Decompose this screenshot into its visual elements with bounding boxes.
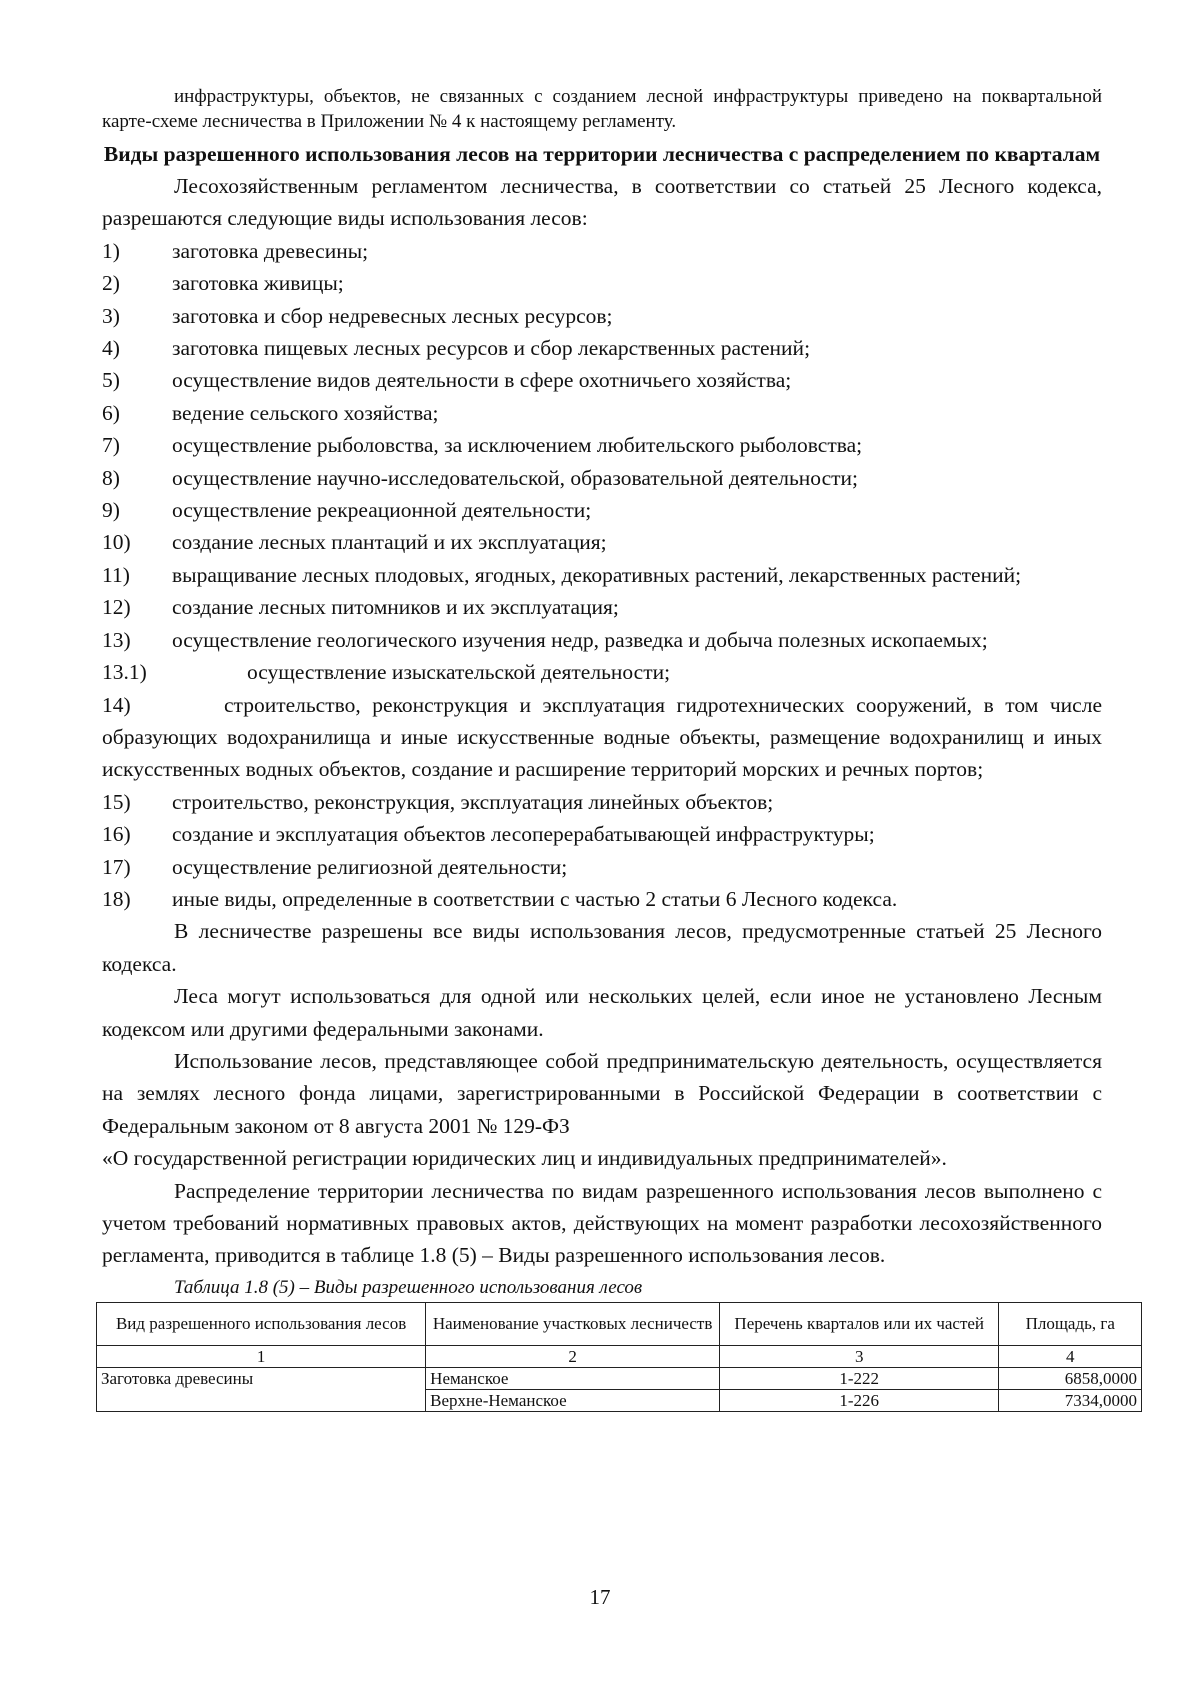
paragraph-purposes: Леса могут использоваться для одной или нескольких целей, если иное не установлено Лесным кодексом или другими федеральными законами. bbox=[102, 984, 1102, 1041]
list-item-text: заготовка древесины; bbox=[172, 238, 369, 263]
list-item-number: 8) bbox=[102, 465, 120, 490]
list-item bbox=[102, 494, 1102, 526]
list-item-text: осуществление научно-исследовательской, образовательной деятельности; bbox=[172, 465, 858, 490]
list-item-number: 6) bbox=[102, 400, 120, 425]
list-item-text: заготовка и сбор недревесных лесных ресурсов; bbox=[172, 303, 613, 328]
table-header-cell: Перечень кварталов или их частей bbox=[720, 1302, 999, 1345]
list-item-number: 1) bbox=[102, 238, 120, 263]
list-item bbox=[102, 462, 1102, 494]
list-item bbox=[102, 786, 1102, 818]
table-cell-forestry: Неманское bbox=[426, 1367, 720, 1389]
list-item bbox=[102, 300, 1102, 332]
list-item bbox=[102, 267, 1102, 299]
table-cell-area: 6858,0000 bbox=[999, 1367, 1142, 1389]
list-item-text: осуществление геологического изучения недр, разведка и добыча полезных ископаемых; bbox=[172, 627, 988, 652]
table-index-cell: 2 bbox=[426, 1345, 720, 1367]
list-item-text: осуществление изыскательской деятельности; bbox=[247, 660, 671, 685]
table-index-row bbox=[97, 1345, 1142, 1367]
list-item-number: 15) bbox=[102, 789, 131, 814]
page-number: 17 bbox=[589, 1585, 611, 1609]
paragraph-law-title: «О государственной регистрации юридических лиц и индивидуальных предпринимателей». bbox=[102, 1146, 947, 1171]
list-item-number: 7) bbox=[102, 433, 120, 458]
table-header-cell: Наименование участковых лесничеств bbox=[426, 1302, 720, 1345]
list-item-number: 11) bbox=[102, 562, 130, 587]
list-item-number: 16) bbox=[102, 822, 131, 847]
table-header-cell: Площадь, га bbox=[999, 1302, 1142, 1345]
list-item-number: 9) bbox=[102, 498, 120, 523]
list-item bbox=[102, 364, 1102, 396]
table-cell-forestry: Верхне-Неманское bbox=[426, 1389, 720, 1411]
list-item bbox=[102, 851, 1102, 883]
paragraph-entrepreneurship: Использование лесов, представляющее собой предпринимательскую деятельность, осуществляется на землях лесного фонда лицами, зарегистрированными в Российской Федерации в соответствии с Федеральным законом от 8 августа 2001 № 129-ФЗ bbox=[102, 1048, 1102, 1138]
list-item bbox=[102, 883, 1102, 915]
list-item bbox=[102, 559, 1102, 591]
allowed-uses-list bbox=[102, 235, 1102, 916]
table-cell-quarters: 1-222 bbox=[720, 1367, 999, 1389]
table-index-cell: 1 bbox=[97, 1345, 426, 1367]
table-header-cell: Вид разрешенного использования лесов bbox=[97, 1302, 426, 1345]
list-item bbox=[102, 656, 1102, 688]
list-item-text: осуществление видов деятельности в сфере охотничьего хозяйства; bbox=[172, 368, 792, 393]
list-item bbox=[102, 235, 1102, 267]
table-row bbox=[97, 1367, 1142, 1389]
paragraph-distribution: Распределение территории лесничества по видам разрешенного использования лесов выполнено с учетом требований нормативных правовых актов, действующих на момент разработки лесохозяйственного регламента, приводится в таблице 1.8 (5) – Виды разрешенного использования лесов. bbox=[102, 1178, 1102, 1268]
list-item-text: иные виды, определенные в соответствии с частью 2 статьи 6 Лесного кодекса. bbox=[172, 886, 898, 911]
list-item-number: 3) bbox=[102, 303, 120, 328]
list-item bbox=[102, 591, 1102, 623]
list-item-text: осуществление рекреационной деятельности; bbox=[172, 498, 592, 523]
list-item bbox=[102, 689, 1102, 786]
list-item-text: создание лесных плантаций и их эксплуатация; bbox=[172, 530, 607, 555]
list-item-number: 5) bbox=[102, 368, 120, 393]
list-item bbox=[102, 332, 1102, 364]
list-item bbox=[102, 429, 1102, 461]
list-item-number: 10) bbox=[102, 530, 131, 555]
list-item bbox=[102, 397, 1102, 429]
list-item bbox=[102, 624, 1102, 656]
table-cell-use-type: Заготовка древесины bbox=[97, 1367, 426, 1411]
list-item-text: строительство, реконструкция, эксплуатация линейных объектов; bbox=[172, 789, 774, 814]
list-item bbox=[102, 818, 1102, 850]
table-index-cell: 4 bbox=[999, 1345, 1142, 1367]
list-item-number: 13) bbox=[102, 627, 131, 652]
list-item-text: выращивание лесных плодовых, ягодных, декоративных растений, лекарственных растений; bbox=[172, 562, 1022, 587]
list-item bbox=[102, 526, 1102, 558]
allowed-uses-table bbox=[96, 1302, 1142, 1412]
list-item-text: создание и эксплуатация объектов лесоперерабатывающей инфраструктуры; bbox=[172, 822, 875, 847]
list-item-text: осуществление религиозной деятельности; bbox=[172, 854, 568, 879]
list-item-number: 14) bbox=[102, 692, 131, 717]
table-cell-quarters: 1-226 bbox=[720, 1389, 999, 1411]
table-index-cell: 3 bbox=[720, 1345, 999, 1367]
paragraph-intro-list: Лесохозяйственным регламентом лесничества, в соответствии со статьей 25 Лесного кодекса, разрешаются следующие виды использования лесов: bbox=[102, 174, 1102, 231]
list-item-number: 13.1) bbox=[102, 660, 147, 685]
section-title: Виды разрешенного использования лесов на территории лесничества с распределением по кварталам bbox=[103, 142, 1101, 166]
list-item-text: заготовка пищевых лесных ресурсов и сбор лекарственных растений; bbox=[172, 336, 811, 361]
list-item-text: заготовка живицы; bbox=[172, 271, 344, 296]
list-item-number: 4) bbox=[102, 336, 120, 361]
list-item-number: 2) bbox=[102, 271, 120, 296]
table-caption: Таблица 1.8 (5) – Виды разрешенного использования лесов bbox=[174, 1276, 643, 1298]
list-item-text: ведение сельского хозяйства; bbox=[172, 400, 439, 425]
list-item-number: 12) bbox=[102, 595, 131, 620]
list-item-text: строительство, реконструкция и эксплуатация гидротехнических сооружений, в том числе образующих водохранилища и иные искусственные водные объекты, размещение водохранилищ и иных искусственных водных объектов, создание и расширение территорий морских и речных портов; bbox=[102, 692, 1102, 782]
table-header-row bbox=[97, 1302, 1142, 1345]
table-cell-area: 7334,0000 bbox=[999, 1389, 1142, 1411]
list-item-text: осуществление рыболовства, за исключением любительского рыболовства; bbox=[172, 433, 863, 458]
list-item-number: 18) bbox=[102, 886, 131, 911]
paragraph-all-uses: В лесничестве разрешены все виды использования лесов, предусмотренные статьей 25 Лесного кодекса. bbox=[102, 919, 1102, 976]
page-content bbox=[101, 84, 1137, 1412]
intro-paragraph: инфраструктуры, объектов, не связанных с созданием лесной инфраструктуры приведено на поквартальной карте-схеме лесничества в Приложении № 4 к настоящему регламенту. bbox=[102, 86, 1102, 132]
list-item-number: 17) bbox=[102, 854, 131, 879]
list-item-text: создание лесных питомников и их эксплуатация; bbox=[172, 595, 619, 620]
